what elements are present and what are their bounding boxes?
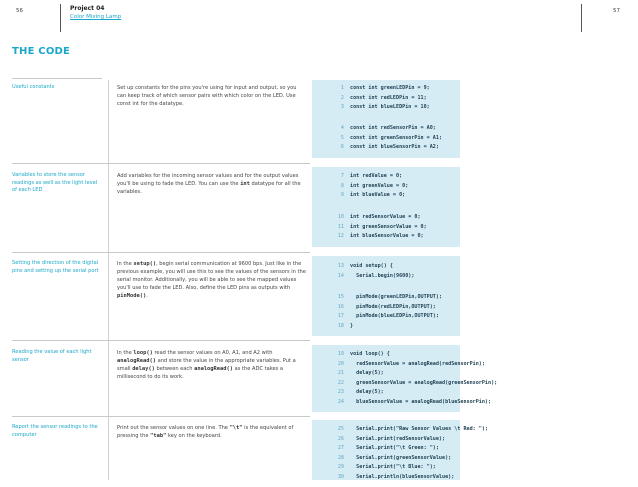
code-line: [312, 322, 353, 330]
section-title: THE CODE: [12, 46, 71, 57]
code-line: [312, 454, 451, 462]
code-line: [312, 303, 436, 311]
note-report-readings: Report the sensor readings to the computer: [12, 424, 98, 438]
code-line: [312, 182, 408, 190]
line-number: 4: [340, 125, 344, 131]
line-number: 7: [340, 173, 344, 179]
code-text: int greenValue = 0;: [350, 182, 409, 189]
code-text: Serial.begin(9600);: [350, 272, 415, 279]
code-text: pinMode(greenLEDPin,OUTPUT);: [350, 294, 443, 300]
code-text: delay(5);: [350, 389, 384, 395]
line-number: 20: [337, 360, 344, 367]
code-text: int greenSensorValue = 0;: [350, 223, 427, 230]
code-text: Serial.print("\t Blue: ");: [350, 464, 436, 470]
code-line: [312, 262, 393, 270]
inline-code: int: [240, 181, 250, 188]
code-text: const int blueSensorPin = A2;: [350, 144, 439, 150]
code-text: const int blueLEDPin = 10;: [350, 104, 430, 110]
line-number: 2: [340, 94, 344, 101]
description-constants: [117, 84, 307, 108]
line-number: 28: [337, 454, 344, 461]
line-number: 12: [337, 233, 344, 239]
code-line: [312, 232, 424, 240]
description-text: key on the keyboard.: [166, 433, 222, 440]
project-title: Project 04: [70, 5, 105, 12]
note-reading-sensors: Reading the value of each light sensor: [12, 349, 92, 363]
line-number: 17: [337, 313, 344, 319]
code-line: [312, 388, 384, 396]
code-line: [312, 134, 442, 142]
description-text: , begin serial communication at 9600 bps. Just like in the previous example, you will use this to see the values of the sensors in the serial monitor. Additionally, you will be able to see the mapped values you'll use to fade the LED. Also, define the LED pins as outputs with: [117, 261, 306, 292]
code-line: [312, 312, 439, 320]
code-text: blueSensorValue = analogRead(blueSensorPin);: [350, 398, 492, 405]
line-number: 8: [340, 182, 344, 189]
inline-code: loop(): [133, 350, 153, 356]
header-divider: [60, 4, 61, 32]
description-serial-print: [117, 424, 307, 440]
code-line: [312, 369, 384, 377]
code-line: [312, 293, 442, 301]
code-text: int blueValue = 0;: [350, 192, 406, 198]
code-text: int redSensorValue = 0;: [350, 214, 421, 220]
line-number: 6: [340, 144, 344, 150]
description-text: and store the value in the appropriate variables. Put a small: [117, 358, 296, 373]
code-line: [312, 191, 405, 199]
code-text: void loop() {: [350, 351, 390, 357]
description-loop: [117, 349, 307, 381]
code-line: [312, 360, 485, 368]
description-text: In the: [117, 261, 134, 267]
description-text: as the ADC takes a millisecond to do its work.: [117, 366, 284, 381]
inline-code: analogRead(): [117, 358, 156, 365]
left-page-number: 56: [16, 8, 23, 14]
note-setup: Setting the direction of the digital pins and setting up the serial port: [12, 260, 99, 274]
code-text: delay(5);: [350, 370, 384, 376]
code-text: const int greenLEDPin = 9;: [350, 85, 430, 91]
note-useful-constants: Useful constants: [12, 84, 55, 90]
code-text: }: [350, 322, 354, 329]
code-text: const int redSensorPin = A0;: [350, 125, 436, 131]
description-text: is the equivalent of pressing the: [117, 425, 294, 440]
inline-code: analogRead(): [194, 366, 234, 373]
line-number: 27: [337, 445, 344, 451]
code-line: [312, 103, 430, 111]
code-line: [312, 172, 402, 180]
code-line: [312, 444, 439, 452]
line-number: 30: [337, 473, 344, 480]
right-page-number: 57: [613, 8, 620, 14]
code-text: Serial.print(greenSensorValue);: [350, 454, 452, 461]
description-setup: [117, 260, 307, 300]
line-number: 10: [337, 214, 344, 220]
code-line: [312, 84, 430, 92]
code-line: [312, 473, 454, 481]
row-separator: [12, 252, 310, 253]
note-variables: Variables to store the sensor readings as well as the light level of each LED: [12, 172, 98, 194]
description-text: read the sensor values on A0, A1, and A2 with: [152, 350, 273, 356]
line-number: 3: [340, 104, 344, 110]
line-number: 11: [337, 223, 344, 230]
line-number: 15: [337, 294, 344, 300]
line-number: 23: [337, 389, 344, 395]
code-line: [312, 425, 488, 433]
inline-code: setup(): [133, 261, 157, 267]
code-line: [312, 463, 436, 471]
code-text: pinMode(blueLEDPin,OUTPUT);: [350, 313, 439, 319]
code-text: redSensorValue = analogRead(redSensorPin);: [350, 360, 485, 367]
line-number: 26: [337, 435, 344, 442]
description-text: In the: [117, 350, 134, 356]
row-separator: [12, 78, 102, 79]
inline-code: "tab": [150, 433, 167, 440]
code-text: greenSensorValue = analogRead(greenSensorPin);: [350, 379, 498, 386]
line-number: 9: [340, 192, 344, 198]
code-text: Serial.print(redSensorValue);: [350, 435, 446, 442]
code-line: [312, 398, 491, 406]
code-text: Serial.print("\t Green: ");: [350, 445, 439, 451]
description-text: Add variables for the incoming sensor values and for the output values you'll be using to fade the LED. You can use the: [117, 173, 299, 188]
line-number: 22: [337, 379, 344, 386]
line-number: 25: [337, 426, 344, 432]
code-text: Serial.print("Raw Sensor Values \t Red: ");: [350, 426, 489, 432]
description-text: Print out the sensor values on one line. The: [117, 425, 230, 431]
row-separator: [12, 340, 310, 341]
description-text: between each: [154, 366, 195, 373]
code-line: [312, 272, 414, 280]
code-text: void setup() {: [350, 263, 393, 269]
project-subtitle: Color Mixing Lamp: [70, 14, 122, 20]
code-line: [312, 379, 497, 387]
line-number: 14: [337, 272, 344, 279]
code-line: [312, 143, 439, 151]
inline-code: "\t": [229, 425, 243, 431]
line-number: 19: [337, 351, 344, 357]
code-text: Serial.println(blueSensorValue);: [350, 473, 455, 480]
code-text: const int greenSensorPin = A1;: [350, 134, 443, 141]
line-number: 13: [337, 263, 344, 269]
code-line: [312, 94, 427, 102]
code-text: pinMode(redLEDPin,OUTPUT);: [350, 303, 436, 310]
row-separator: [12, 163, 310, 164]
description-text: .: [146, 293, 148, 300]
header-divider-right: [581, 4, 582, 32]
line-number: 29: [337, 464, 344, 470]
code-text: const int redLEDPin = 11;: [350, 94, 427, 101]
inline-code: pinMode(): [117, 293, 147, 300]
code-line: [312, 223, 427, 231]
line-number: 1: [340, 85, 344, 91]
row-separator: [12, 416, 310, 417]
description-text: Set up constants for the pins you're using for input and output, so you can keep track of which sensor pairs with which color on the LED. Use const int for the datatype.: [117, 85, 297, 108]
code-text: int redValue = 0;: [350, 173, 403, 179]
code-line: [312, 435, 445, 443]
column-divider: [108, 80, 109, 480]
line-number: 5: [340, 134, 344, 141]
line-number: 18: [337, 322, 344, 329]
line-number: 24: [337, 398, 344, 405]
description-text: datatype for all the variables.: [117, 181, 301, 196]
description-variables: [117, 172, 307, 196]
inline-code: delay(): [132, 366, 155, 373]
code-line: [312, 213, 421, 221]
code-line: [312, 350, 390, 358]
line-number: 21: [337, 370, 344, 376]
line-number: 16: [337, 303, 344, 310]
code-text: int blueSensorValue = 0;: [350, 233, 424, 239]
code-line: [312, 124, 436, 132]
